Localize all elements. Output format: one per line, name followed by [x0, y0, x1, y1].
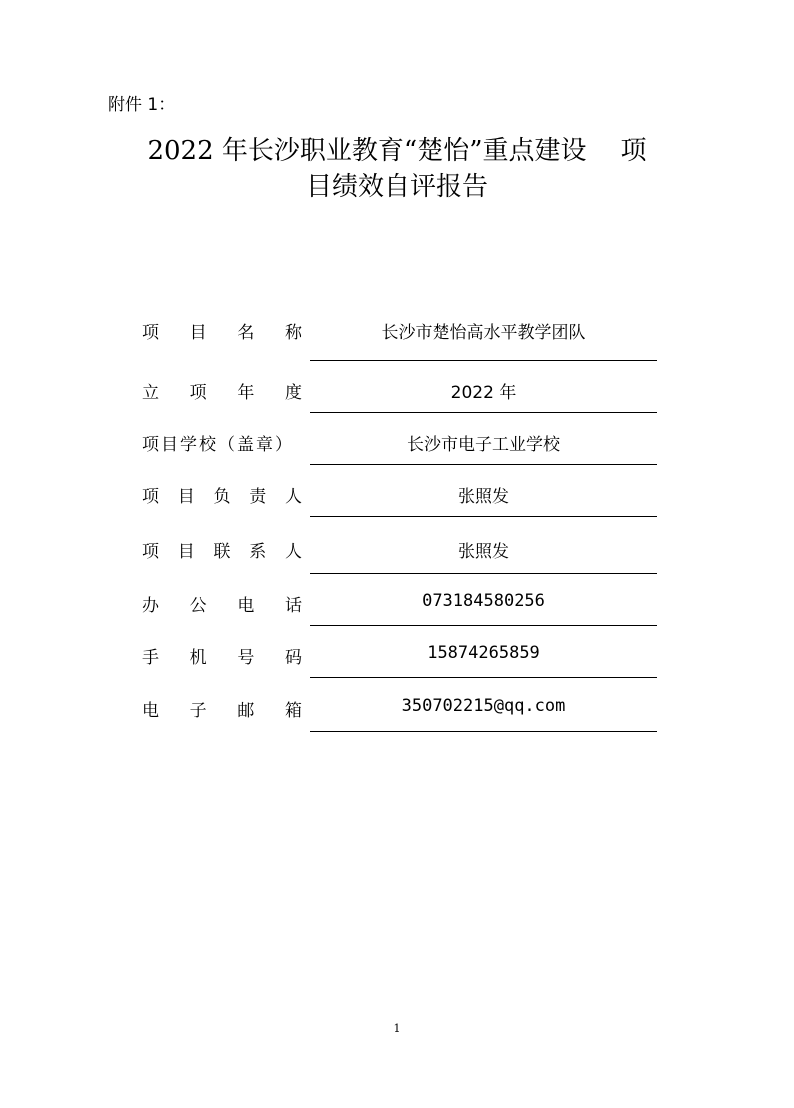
label-char: 名 — [237, 323, 255, 343]
field-label-project-contact — [142, 537, 302, 562]
field-label-email — [142, 696, 302, 721]
label-char: 目 — [177, 487, 195, 507]
document-title-line-1 — [100, 130, 694, 167]
field-value-project-contact: 张照发 — [458, 542, 509, 562]
label-char: 度 — [284, 383, 302, 403]
field-value-mobile-phone: 15874265859 — [427, 643, 540, 663]
field-label-project-school: 项目学校（盖章） — [142, 435, 294, 455]
underline — [310, 677, 657, 678]
label-char: 号 — [237, 648, 255, 668]
label-char: 称 — [284, 323, 302, 343]
field-value-project-school: 长沙市电子工业学校 — [407, 435, 560, 455]
label-char: 电 — [142, 701, 159, 721]
document-title-part-2: 项 — [620, 136, 647, 166]
underline — [310, 573, 657, 574]
label-char: 目 — [177, 542, 195, 562]
label-char: 电 — [237, 596, 255, 616]
label-char: 手 — [142, 648, 159, 668]
label-char: 话 — [284, 596, 302, 616]
underline — [310, 412, 657, 413]
label-char: 办 — [142, 596, 159, 616]
underline — [310, 516, 657, 517]
label-char: 人 — [285, 487, 302, 507]
underline — [310, 464, 657, 465]
field-value-project-year: 2022 年 — [450, 383, 517, 403]
label-char: 箱 — [284, 701, 302, 721]
label-char: 项 — [142, 323, 159, 343]
underline — [310, 625, 657, 626]
label-char: 联 — [213, 542, 231, 562]
label-char: 负 — [213, 487, 231, 507]
label-char: 责 — [249, 487, 267, 507]
label-char: 项 — [142, 487, 159, 507]
document-title-part-1: 2022 年长沙职业教育“楚怡”重点建设 — [147, 136, 587, 166]
field-value-email: 350702215@qq.com — [401, 696, 566, 716]
field-label-project-year — [142, 378, 302, 403]
page-number: 1 — [393, 1022, 401, 1035]
label-char: 机 — [189, 648, 207, 668]
label-char: 子 — [189, 701, 207, 721]
label-char: 公 — [189, 596, 207, 616]
label-char: 系 — [249, 542, 267, 562]
label-char: 项 — [189, 383, 207, 403]
attachment-label: 附件 1： — [108, 95, 176, 115]
field-value-project-name: 长沙市楚怡高水平教学团队 — [381, 323, 586, 343]
label-char: 码 — [284, 648, 302, 668]
field-value-office-phone: 073184580256 — [422, 591, 545, 611]
label-char: 立 — [142, 383, 159, 403]
label-char: 人 — [285, 542, 302, 562]
field-label-office-phone — [142, 591, 302, 616]
underline — [310, 360, 657, 361]
label-char: 年 — [237, 383, 255, 403]
label-char: 目 — [189, 323, 207, 343]
field-label-project-leader — [142, 482, 302, 507]
document-title-line-2: 目绩效自评报告 — [305, 172, 488, 202]
underline — [310, 731, 657, 732]
label-char: 邮 — [237, 701, 255, 721]
label-char: 项 — [142, 542, 159, 562]
field-value-project-leader: 张照发 — [458, 487, 509, 507]
field-label-mobile-phone — [142, 643, 302, 668]
field-label-project-name — [142, 318, 302, 343]
